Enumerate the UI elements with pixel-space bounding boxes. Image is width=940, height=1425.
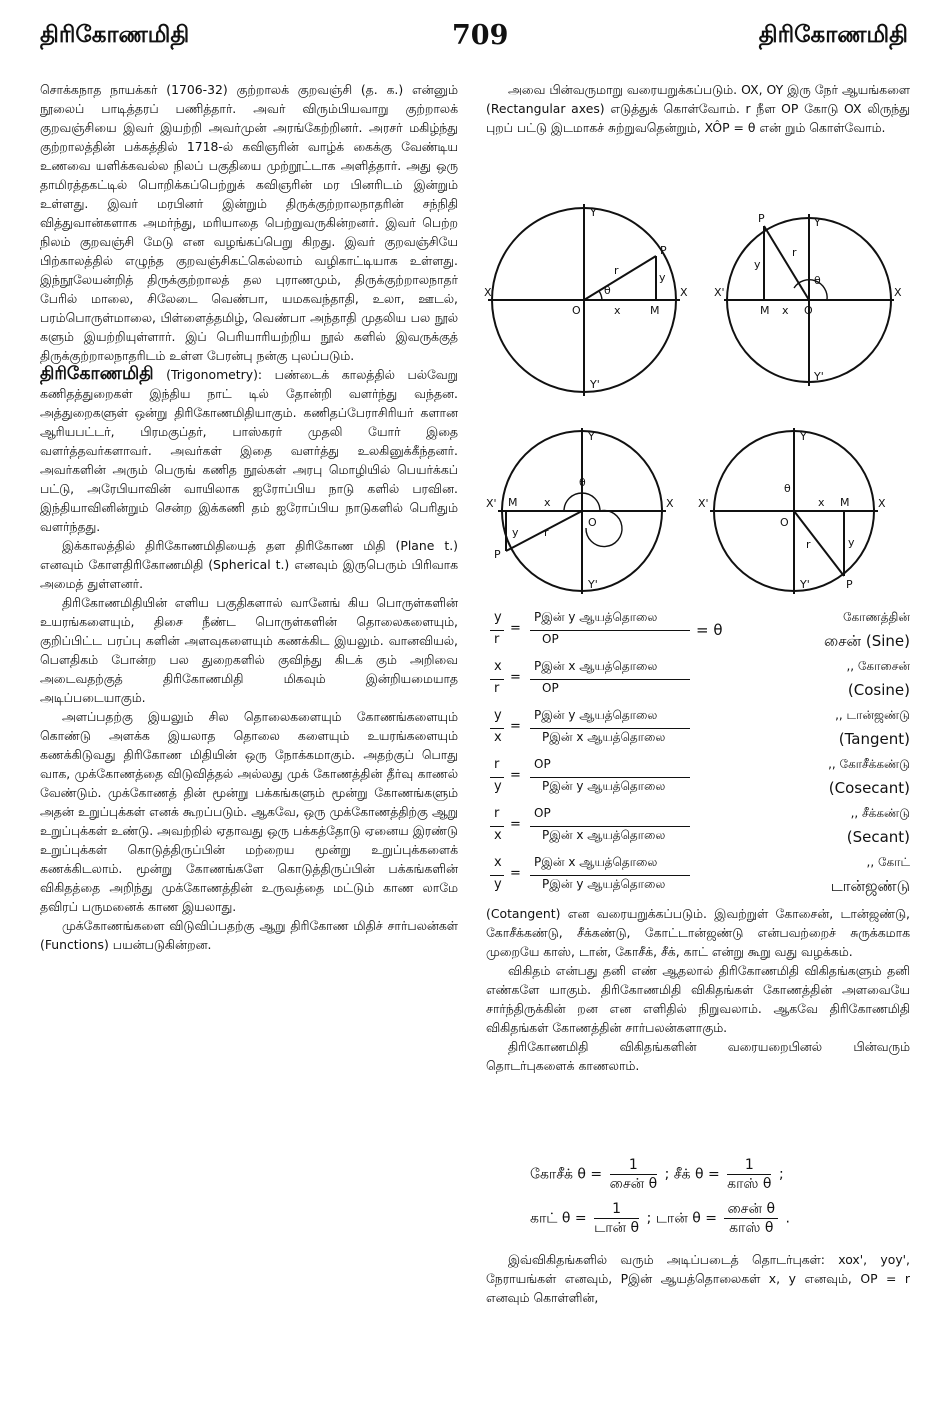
label-Yp: Y' — [590, 378, 600, 391]
ratio-num: x — [494, 659, 502, 674]
label-theta: θ — [814, 274, 821, 287]
ratio-en: (Cosine) — [847, 681, 910, 699]
label-Y: Y — [814, 216, 821, 229]
label-r: r — [806, 538, 811, 551]
ratio-row — [486, 855, 910, 901]
ratio-num: x — [494, 855, 502, 870]
cot-label: காட் θ = — [530, 1210, 587, 1227]
ratio-name: ,, கோசைன் — [846, 659, 910, 673]
ratio-tnum: Pஇன் y ஆயத்தொலை — [534, 708, 658, 722]
label-x: x — [544, 496, 551, 509]
label-O: O — [588, 516, 597, 529]
label-P: P — [494, 548, 501, 561]
fraction: $\frac{\text{சைன் θ}}{\text{காஸ் θ}}$ — [724, 1200, 778, 1237]
formula-line-2: காட் θ = $\frac{1}{\text{டான் θ}}$ ; டான் θ = $\frac{\text{சைன் θ}}{\text{காஸ் θ}}$ . — [530, 1201, 790, 1236]
ratio-tden: OP — [542, 632, 559, 646]
ratio-num: y — [494, 708, 502, 723]
ratio-tden: Pஇன் y ஆயத்தொலை — [542, 877, 666, 891]
section-heading-para — [40, 365, 458, 536]
label-r: r — [792, 246, 797, 259]
running-head-right: திரிகோணமிதி — [758, 22, 908, 48]
ratio-num: r — [494, 757, 500, 772]
label-P: P — [660, 244, 667, 257]
ratio-tnum: Pஇன் x ஆயத்தொலை — [534, 855, 658, 869]
fraction-bar — [490, 875, 504, 876]
page-number: 709 — [452, 20, 509, 51]
label-r: r — [614, 264, 619, 277]
label-O: O — [780, 516, 789, 529]
label-X: X — [666, 497, 674, 510]
ratio-tden: Pஇன் y ஆயத்தொலை — [542, 779, 666, 793]
ratio-den: x — [494, 828, 502, 843]
ratio-eq: = — [510, 866, 521, 881]
ratio-row — [486, 757, 910, 803]
paragraph: முக்கோணங்களை விடுவிப்பதற்கு ஆறு திரிகோண மிதிச் சார்பலன்கள் (Functions) பயன்படுகின்றன. — [40, 918, 458, 952]
ratio-name: ,, கோசீக்கண்டு — [828, 757, 910, 771]
cosec-label: கோசீக் θ = — [530, 1166, 603, 1183]
label-Y: Y — [590, 206, 597, 219]
fraction: $\frac{1}{\text{சைன் θ}}$ — [609, 1157, 658, 1192]
label-O: O — [804, 304, 813, 317]
trig-quadrant-figures — [484, 196, 914, 596]
ratio-num: y — [494, 610, 502, 625]
ratio-en: (Tangent) — [838, 730, 910, 748]
fraction-bar — [530, 679, 690, 680]
fraction-bar — [530, 875, 690, 876]
label-Yp: Y' — [814, 370, 824, 383]
fraction: $\frac{1}{\text{காஸ் θ}}$ — [727, 1157, 772, 1192]
label-X: X — [878, 497, 886, 510]
right-column-end — [486, 1250, 910, 1307]
ratio-name: ,, சீக்கண்டு — [850, 806, 910, 820]
ratio-eq: = — [510, 817, 521, 832]
label-r: r — [544, 526, 549, 539]
paragraph: திரிகோணமிதி விகிதங்களின் வரையறைபினல் பின்வரும் தொடர்புகளைக் காணலாம். — [486, 1039, 910, 1073]
ratio-tnum: Pஇன் x ஆயத்தொலை — [534, 659, 658, 673]
label-y: y — [754, 258, 761, 271]
label-Y: Y — [588, 430, 595, 443]
paragraph: விகிதம் என்பது தனி எண் ஆதலால் திரிகோணமிதி விகிதங்களும் தனி எண்களே யாகும். திரிகோணமிதி விகிதங்கள் கோணத்தின் அளவையே சார்ந்திருக்கின் றன என எளிதில் நிறுவலாம். ஆகவே திரிகோணமிதி விகிதங்கள் கோணத்தின் சார்பலன்களாகும். — [486, 963, 910, 1035]
fraction-bar — [490, 728, 504, 729]
ratio-en: டான்ஜண்டு — [830, 877, 910, 895]
label-theta: θ — [604, 284, 611, 297]
label-M: M — [840, 496, 850, 509]
ratio-den: r — [494, 681, 500, 696]
ratio-row — [486, 806, 910, 852]
left-column — [40, 80, 458, 954]
paragraph: (Cotangent) என வரையறுக்கப்படும். இவற்றுள் கோசைன், டான்ஜண்டு, கோசீக்கண்டு, சீக்கண்டு, கோட்டான்ஜண்டு என்பவற்றைச் சுருக்கமாக முறையே காஸ், டான், கோசீக், சீக், காட் என்று கூறு வது வழக்கம். — [486, 906, 910, 959]
label-y: y — [512, 526, 519, 539]
label-y: y — [848, 536, 855, 549]
ratio-name: கோணத்தின் — [842, 610, 910, 624]
fraction-bar — [530, 728, 690, 729]
section-title: திரிகோணமிதி — [40, 364, 154, 384]
label-M: M — [760, 304, 770, 317]
tan-label: டான் θ = — [655, 1210, 717, 1227]
label-Yp: Y' — [588, 578, 598, 591]
fraction-bar — [490, 777, 504, 778]
label-theta: θ — [579, 476, 586, 489]
ratio-row — [486, 610, 910, 656]
label-Y: Y — [800, 430, 807, 443]
ratio-tden: OP — [542, 681, 559, 695]
label-Xp: X' — [698, 497, 709, 510]
fraction-bar — [530, 777, 690, 778]
label-O: O — [572, 304, 581, 317]
fraction-bar — [530, 826, 690, 827]
label-x: x — [614, 304, 621, 317]
ratio-tden: Pஇன் x ஆயத்தொலை — [542, 828, 666, 842]
ratio-den: x — [494, 730, 502, 745]
paragraph: இக்காலத்தில் திரிகோணமிதியைத் தள திரிகோண மிதி (Plane t.) எனவும் கோளதிரிகோணமிதி (Spherical t.) எனவும் இருபெரும் பிரிவாக அமைத் துள்ளனர். — [40, 538, 458, 591]
ratio-tden: Pஇன் x ஆயத்தொலை — [542, 730, 666, 744]
label-M: M — [650, 304, 660, 317]
label-Xp: X' — [484, 286, 495, 299]
ratio-tnum: OP — [534, 757, 551, 771]
label-y: y — [659, 271, 666, 284]
label-X: X — [680, 286, 688, 299]
label-P: P — [846, 578, 853, 591]
label-x: x — [782, 304, 789, 317]
ratio-name: ,, டான்ஜண்டு — [835, 708, 910, 722]
right-column-intro — [486, 80, 910, 137]
ratio-tnum: Pஇன் y ஆயத்தொலை — [534, 610, 658, 624]
sec-label: சீக் θ = — [673, 1166, 720, 1183]
paragraph: : பண்டைக் காலத்தில் பல்வேறு கணிதத்துறைகள் இந்திய நாட் டில் தோன்றி வளர்ந்து வந்தன. அத்துறைகளுள் ஒன்று திரிகோணமிதியாகும். கணிதப்பேராசிரியர் களான ஆரியபட்டர், பிரமகுப்தர், பாஸ்கரர் முதலி யோர் இதை வளர்த்தவர்களாவர். அவர்கள் இதை வளர்த்து உலகினுக்கீந்தனர். அவர்களின் அரும் பெருங் கணித நூல்கள் அரபு மொழியில் பெயர்க்கப் பட்டு, அரேபியாவின் வாயிலாக ஐரோப்பிய நாடு களில் பரவின. இந்தியாவினின்றும் சென்ற இக்கணி தம் ஐரோப்பிய நாடுகளில் பெரிதும் வளர்ந்தது. — [40, 367, 458, 534]
ratio-den: y — [494, 877, 502, 892]
paragraph: சொக்கநாத நாயக்கர் (1706-32) குற்றாலக் குறவஞ்சி (த. க.) என்னும் நூலைப் பாடித்தரப் பணித்தார். அவர் விரும்பியவாறு குற்றாலக் குறவஞ்சியை இவர் இயற்றி அவர்முன் அரங்கேற்றினர். அரசர் மகிழ்ந்து குற்றாலத்தின் பக்கத்தில் 1718-ல் கவிஞரின் வாழ்க் கைக்கு வேண்டிய உணவை யளிக்கவல்ல நிலப் பகுதியை முற்றூட்டாக அளித்தார். அது ஒரு தாமிரத்தகட்டில் பொறிக்கப்பெற்றுக் கவிஞரின் மர பினரிடம் இன்றும் உள்ளது. இவர் மரபினர் இன்றும் திருக்குற்றாலநாதரின் சந்நிதி வித்துவான்களாக அமர்ந்து, மரியாதை பெற்றுவருகின்றனர். இவர் பெற்ற நிலம் குறவஞ்சி மேடு என வழங்கப்பெறு கிறது. இவர் குறவஞ்சியே பிற்காலத்தில் எழுந்த குறவஞ்சிகட்கெல்லாம் வழிகாட்டியாக உள்ளது. இந்நூலேயன்றித் திருக்குற்றாலத் தல புராணமும், திருக்குற்றாலநாதர் பேரில் மாலை, சிலேடை வெண்பா, யமகவந்தாதி, உலா, ஊடல், பரம்பொருள்மாலை, பிள்ளைத்தமிழ், வெண்பா அந்தாதி முதலிய பல நூல் களும் இயற்றியுள்ளார். இப் பெரியாரியற்றிய நூல் களில் இவருக்குத் திருக்குற்றாலநாதரிடம் உள்ள பேரன்பு நன்கு புலப்படும். — [40, 82, 458, 363]
fraction: $\frac{1}{\text{டான் θ}}$ — [594, 1201, 640, 1236]
fraction-bar — [490, 826, 504, 827]
fraction-bar — [490, 679, 504, 680]
label-theta: θ — [784, 482, 791, 495]
label-x: x — [818, 496, 825, 509]
paragraph: அளப்பதற்கு இயலும் சில தொலைகளையும் கோணங்களையும் கொண்டு அளக்க இயலாத தொலை களையும் உயரங்களையும் கணக்கிடுவது திரிகோண மிதியின் ஒரு நோக்கமாகும். அதற்குப் பொது வாக, முக்கோணத்தை விடுவித்தல் அல்லது முக் கோணத்தின் தீர்வு காணல் வேண்டும். முக்கோணத் தின் மூன்று பக்கங்களும் மூன்று கோணங்களும் அதன் உறுப்புக்கள் எனக் கூறப்படும். ஆகவே, ஒரு முக்கோணத்திற்கு ஆறு உறுப்புக்கள் உண்டு. அவற்றில் ஏதாவது ஒரு பக்கத்தோடு ஏனைய இரண்டு உறுப்புக்கள் கொடுத்திருப்பின் மற்றைய மூன்று உறுப்புக்களைக் கணக்கிடலாம். மூன்று கோணங்களே கொடுத்திருப்பின் பக்கங்களின் விகிதத்தை அறிந்து முக்கோணத்தின் உருவத்தை மட்டும் காண லாமே தவிரப் பருமனைக் காண இயலாது. — [40, 709, 458, 914]
ratio-name: ,, கோட் — [866, 855, 910, 869]
ratio-en: (Secant) — [846, 828, 910, 846]
label-Xp: X' — [486, 497, 497, 510]
ratio-eq: = — [510, 621, 521, 636]
paragraph: இவ்விகிதங்களில் வரும் அடிப்படைத் தொடர்புகள்: xox', yoy', நேராயங்கள் எனவும், Pஇன் ஆயத்தொலைகள் x, y எனவும், OP = r எனவும் கொள்ளின், — [486, 1252, 910, 1305]
label-X: X — [894, 286, 902, 299]
ratio-en: சைன் (Sine) — [824, 632, 910, 650]
running-head-left: திரிகோணமிதி — [40, 22, 190, 48]
ratio-eq: = — [510, 768, 521, 783]
ratio-den: y — [494, 779, 502, 794]
ratio-row — [486, 659, 910, 705]
right-column-body — [486, 904, 910, 1075]
ratio-den: r — [494, 632, 500, 647]
label-Yp: Y' — [800, 578, 810, 591]
ratio-num: r — [494, 806, 500, 821]
ratio-extra: = θ — [696, 621, 723, 639]
ratio-row — [486, 708, 910, 754]
ratio-eq: = — [510, 719, 521, 734]
ratio-en: (Cosecant) — [828, 779, 910, 797]
paragraph: திரிகோணமிதியின் எளிய பகுதிகளால் வானேங் கிய பொருள்களின் உயரங்களையும், திசை நீண்ட பொருள்களின் தொலைகளையும், குறிப்பிட்ட பரப்பு களின் அளவுகளையும் கணக்கிட இயலும். வானவியல், பௌதிகம் போன்ற பல துறைகளில் குவிந்து கிடக் கும் அறிவை அடைவதற்குத் திரிகோணமிதி மிகவும் இன்றியமையாத அடிப்படையாகும். — [40, 595, 458, 705]
fraction-bar — [490, 630, 504, 631]
paragraph: அவை பின்வருமாறு வரையறுக்கப்படும். OX, OY இரு நேர் ஆயங்களை (Rectangular axes) எடுத்துக் கொள்வோம். r நீள OP கோடு OX லிருந்து புறப் பட்டு இடமாகச் சுற்றுவதென்றும், XÔP = θ என் றும் கொள்வோம். — [486, 82, 910, 135]
formula-line-1: கோசீக் θ = $\frac{1}{\text{சைன் θ}}$ ; சீக் θ = $\frac{1}{\text{காஸ் θ}}$ ; — [530, 1157, 784, 1192]
section-title-en: (Trigonometry) — [166, 367, 258, 382]
label-M: M — [508, 496, 518, 509]
label-Xp: X' — [714, 286, 725, 299]
ratio-eq: = — [510, 670, 521, 685]
ratio-tnum: OP — [534, 806, 551, 820]
fraction-bar — [530, 630, 690, 631]
label-P: P — [758, 212, 765, 225]
